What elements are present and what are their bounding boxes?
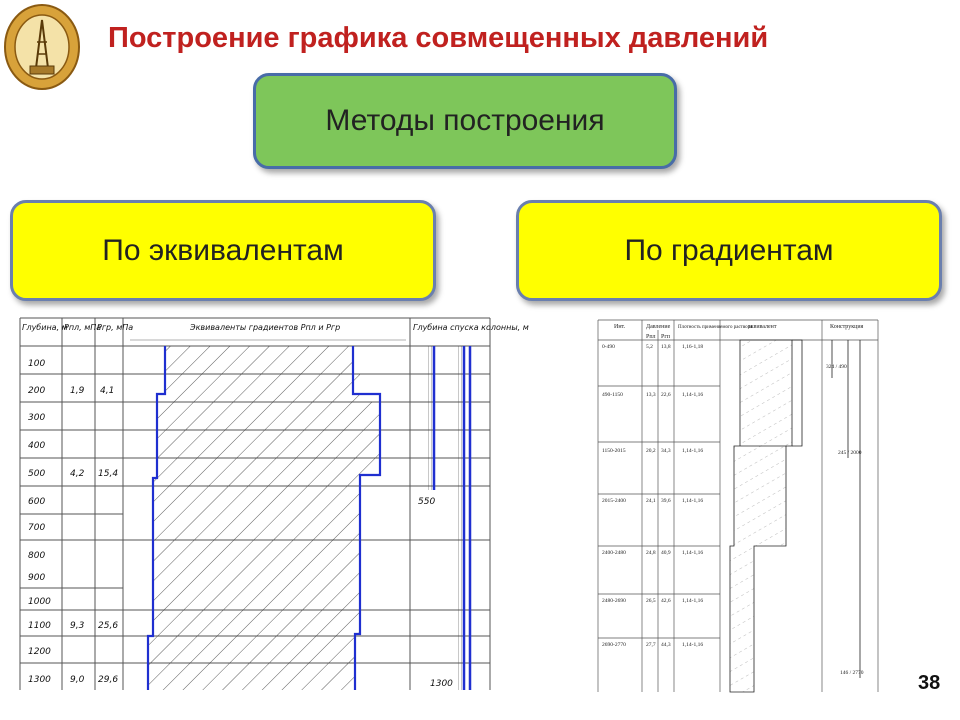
svg-text:9,3: 9,3	[70, 621, 85, 631]
svg-text:490-1150: 490-1150	[602, 392, 623, 398]
svg-text:2015-2400: 2015-2400	[602, 498, 626, 504]
svg-text:1100: 1100	[28, 621, 51, 631]
equivalents-box	[10, 200, 436, 301]
svg-text:4,2: 4,2	[70, 469, 85, 479]
methods-box	[253, 73, 677, 169]
svg-text:1,14-1,16: 1,14-1,16	[682, 550, 704, 556]
svg-text:300: 300	[28, 413, 46, 423]
svg-text:24,8: 24,8	[646, 550, 656, 556]
svg-text:1000: 1000	[28, 597, 51, 607]
svg-text:2400-2480: 2400-2480	[602, 550, 626, 556]
header-p-pl: Рпл, мПа	[64, 323, 102, 332]
svg-text:1,14-1,16: 1,14-1,16	[682, 498, 704, 504]
svg-text:44,3: 44,3	[661, 642, 671, 648]
svg-text:1,14-1,16: 1,14-1,16	[682, 448, 704, 454]
svg-text:1,9: 1,9	[70, 386, 85, 396]
r-header-ppl: Рпл	[646, 334, 656, 340]
page-title: Построение графика совмещенных давлений	[108, 22, 769, 54]
equivalents-label: По эквивалентам	[102, 233, 344, 267]
header-depth: Глубина, м	[22, 323, 68, 332]
construction-label-2: 245 / 2000	[838, 450, 862, 456]
svg-text:400: 400	[28, 441, 46, 451]
svg-text:500: 500	[28, 469, 46, 479]
svg-text:4,1: 4,1	[100, 386, 115, 396]
r-header-pgp: Ргп	[661, 334, 671, 340]
casing-label-2: 1300	[430, 679, 453, 689]
svg-text:5,2: 5,2	[646, 344, 653, 350]
equivalents-chart	[20, 318, 529, 690]
svg-text:20,2: 20,2	[646, 448, 656, 454]
svg-text:600: 600	[28, 497, 46, 507]
svg-text:13,3: 13,3	[646, 392, 656, 398]
svg-text:34,3: 34,3	[661, 448, 671, 454]
casing-label-1: 550	[418, 497, 436, 507]
svg-text:29,6: 29,6	[98, 675, 119, 685]
university-logo	[2, 2, 82, 92]
equivalents-area	[148, 346, 380, 690]
svg-text:1,16-1,18: 1,16-1,18	[682, 344, 704, 350]
svg-text:1,14-1,16: 1,14-1,16	[682, 598, 704, 604]
construction-label-1: 324 / 490	[826, 364, 847, 370]
svg-text:2690-2770: 2690-2770	[602, 642, 626, 648]
svg-text:40,9: 40,9	[661, 550, 671, 556]
svg-text:800: 800	[28, 551, 46, 561]
svg-text:1,14-1,16: 1,14-1,16	[682, 392, 704, 398]
svg-text:200: 200	[28, 386, 46, 396]
r-header-construction: Конструкция	[830, 324, 864, 330]
svg-text:26,5: 26,5	[646, 598, 656, 604]
svg-text:2480-2690: 2480-2690	[602, 598, 626, 604]
r-header-equivalent: эквивалент	[748, 324, 777, 330]
svg-text:9,0: 9,0	[70, 675, 85, 685]
header-p-gr: Ргр, мПа	[97, 323, 134, 332]
svg-text:1150-2015: 1150-2015	[602, 448, 626, 454]
svg-text:0-490: 0-490	[602, 344, 615, 350]
r-header-pressure: Давление	[646, 324, 671, 330]
construction-label-3: 146 / 2770	[840, 670, 864, 676]
r-header-interval: Инт.	[614, 324, 626, 330]
svg-text:1,14-1,16: 1,14-1,16	[682, 642, 704, 648]
methods-label: Методы построения	[325, 104, 605, 137]
svg-text:42,6: 42,6	[661, 598, 671, 604]
svg-text:900: 900	[28, 573, 46, 583]
svg-text:25,6: 25,6	[98, 621, 119, 631]
r-header-density: Плотность применяемого раствора	[678, 325, 753, 330]
gradients-chart	[598, 318, 880, 692]
svg-text:22,6: 22,6	[661, 392, 671, 398]
gradients-box	[516, 200, 942, 301]
svg-text:700: 700	[28, 523, 46, 533]
svg-text:27,7: 27,7	[646, 642, 656, 648]
svg-text:1200: 1200	[28, 647, 51, 657]
svg-text:15,4: 15,4	[98, 469, 119, 479]
svg-text:13,8: 13,8	[661, 344, 671, 350]
svg-text:24,1: 24,1	[646, 498, 656, 504]
page-number: 38	[918, 672, 941, 694]
header-casing: Глубина спуска колонны, м	[413, 323, 529, 332]
gradients-label: По градиентам	[624, 233, 834, 267]
header-equivalents: Эквиваленты градиентов Рпл и Ргр	[190, 323, 341, 332]
svg-text:39,6: 39,6	[661, 498, 671, 504]
svg-text:1300: 1300	[28, 675, 51, 685]
svg-text:100: 100	[28, 359, 46, 369]
